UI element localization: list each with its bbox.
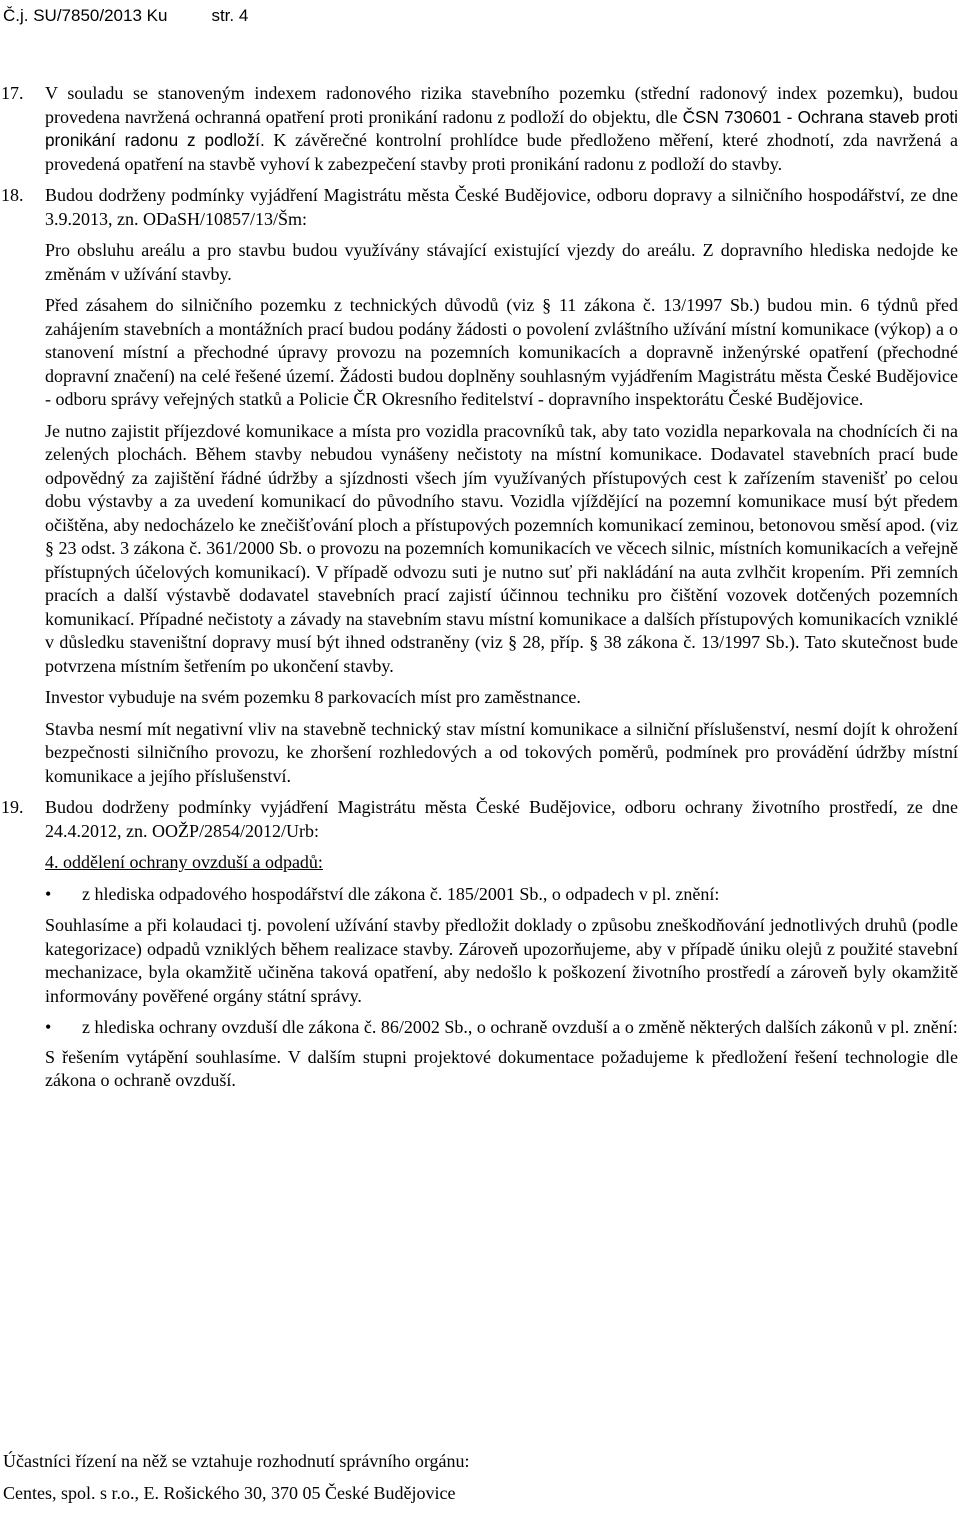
condition-19-bullet-waste-text: z hlediska odpadového hospodářství dle zákona č. 185/2001 Sb., o odpadech v pl. znění: <box>82 883 720 904</box>
condition-19 <box>1 796 958 1093</box>
participant-entry: Centes, spol. s r.o., E. Rošického 30, 370 05 České Budějovice <box>3 1482 456 1503</box>
condition-19-waste-statement: Souhlasíme a při kolaudaci tj. povolení užívání stavby předložit doklady o způsobu zneškodňování jednotlivých druhů (podle kategorizace) odpadů vzniklých během realizace stavby. Zároveň upozorňujeme, aby v případě úniku olejů z použité stavební mechanizace, byla okamžitě učiněna taková opatření, aby nedošlo k poškození životního prostředí a zároveň byly okamžitě informovány pověřené orgány státní správy. <box>45 915 958 1006</box>
condition-19-section-heading: 4. oddělení ochrany ovzduší a odpadů: <box>45 852 323 872</box>
condition-18-paragraph-2: Před zásahem do silničního pozemku z technických důvodů (viz § 11 zákona č. 13/1997 Sb.) budou min. 6 týdnů před zahájením stavebních a montážních prací budou podány žádosti o povolení zvláštního užívání místní komunikace (výkop) a o stanovení místní a přechodné úpravy provozu na pozemních komunikacích a dopravně inženýrské opatření (přechodné dopravní značení) na celé řešené území. Žádosti budou doplněny souhlasným vyjádřením Magistrátu města České Budějovice - odboru správy veřejných statků a Policie ČR Okresního ředitelství - dopravního inspektorátu České Budějovice. <box>45 295 958 409</box>
document-reference: Č.j. SU/7850/2013 Ku <box>3 6 168 25</box>
condition-18-paragraph-5: Stavba nesmí mít negativní vliv na stavebně technický stav místní komunikace a silniční příslušenství, nesmí dojít k ohrožení bezpečnosti silničního provozu, ke zhoršení rozhledových a od tokových poměrů, podmínek pro provádění údržby místní komunikace a jejího příslušenství. <box>45 718 958 786</box>
condition-17 <box>1 82 958 176</box>
bullet-dot-icon: • <box>45 1017 52 1037</box>
condition-18-text-part-1: Budou dodrženy podmínky vyjádření Magistrátu města České Budějovice, odboru dopravy a silničního hospodářství, ze dne 3.9.2013, zn. <box>45 185 958 229</box>
condition-17-number: 17. <box>1 83 24 103</box>
condition-18-paragraph-3: Je nutno zajistit příjezdové komunikace a místa pro vozidla pracovníků tak, aby tato vozidla neparkovala na chodnících či na zelených plochách. Během stavby nebudou vynášeny nečistoty na místní komunikace. Dodavatel stavebních prací bude odpovědný za zajištění řádné údržby a sjízdnosti všech jím využívaných přístupových cest k zařízením stavenišť po celou dobu výstavby a za uvedení komunikací do původního stavu. Vozidla vjíždějící na pozemní komunikace musí být předem očištěna, aby nedocházelo ke znečišťování ploch a přístupových pozemních komunikací zeminou, betonovou směsí apod. (viz § 23 odst. 3 zákona č. 361/2000 Sb. o provozu na pozemních komunikacích ve věcech silnic, místních komunikacích a veřejně přístupných účelových komunikací). V případě odvozu suti je nutno suť při nakládání na auta zvlhčit kropením. Při zemních pracích a další výstavbě dodavatel stavebních prací zajistí účinnou techniku pro čištění vozovek dotčených pozemních komunikací. Případné nečistoty a závady na stavebním stavu místní komunikace a dalších přístupových komunikacích vzniklé v důsledku staveništní dopravy musí být ihned odstraněny (viz § 28, příp. § 38 zákona č. 13/1997 Sb.). Tato skutečnost bude potvrzena místním šetřením po ukončení stavby. <box>45 420 958 676</box>
condition-18-paragraph-4: Investor vybuduje na svém pozemku 8 parkovacích míst pro zaměstnance. <box>45 687 581 707</box>
condition-19-text: Budou dodrženy podmínky vyjádření Magistrátu města České Budějovice, odboru ochrany životního prostředí, ze dne 24.4.2012, zn. OOŽP/2854/2012/Urb: <box>45 797 958 841</box>
condition-18-number: 18. <box>1 185 24 205</box>
condition-18-text <box>45 184 958 231</box>
condition-17-standard-reference: ČSN 730601 - Ochrana staveb proti pronikání radonu z podloží. <box>45 106 958 150</box>
condition-17-text <box>45 82 958 176</box>
condition-19-bullet-waste <box>45 883 958 907</box>
participants-label: Účastníci řízení na něž se vztahuje rozhodnutí správního orgánu: <box>3 1451 470 1471</box>
bullet-dot-icon: • <box>45 883 52 904</box>
condition-19-bullet-air-text: z hlediska ochrany ovzduší dle zákona č. 86/2002 Sb., o ochraně ovzduší a o změně některých dalších zákonů v pl. znění: <box>82 1017 958 1037</box>
condition-18 <box>1 184 958 788</box>
participants-section <box>3 1450 943 1505</box>
condition-18-paragraph-1: Pro obsluhu areálu a pro stavbu budou využívány stávající existující vjezdy do areálu. Z dopravního hlediska nedojde ke změnám v užívání stavby. <box>45 240 958 284</box>
document-body <box>1 82 958 1093</box>
condition-19-bullet-air <box>45 1016 958 1040</box>
condition-18-reference-number: ODaSH/10857/13/Šm: <box>143 208 308 229</box>
page-number: str. 4 <box>211 6 249 25</box>
condition-17-text-part-2: K závěrečné kontrolní prohlídce bude předloženo měření, které zhodnotí, zda navržená a provedená opatření na stavbě vyhoví k zabezpečení stavby proti pronikání radonu z podloží do stavby. <box>45 130 958 174</box>
page-header <box>3 5 248 27</box>
condition-19-air-statement: S řešením vytápění souhlasíme. V dalším stupni projektové dokumentace požadujeme k předložení řešení technologie dle zákona o ochraně ovzduší. <box>45 1046 958 1090</box>
condition-17-text-part-1: V souladu se stanoveným indexem radonového rizika stavebního pozemku (střední radonový index pozemku), budou provedena navržená ochranná opatření proti pronikání radonu z podloží do objektu, dle <box>45 83 958 127</box>
condition-19-number: 19. <box>1 797 24 817</box>
